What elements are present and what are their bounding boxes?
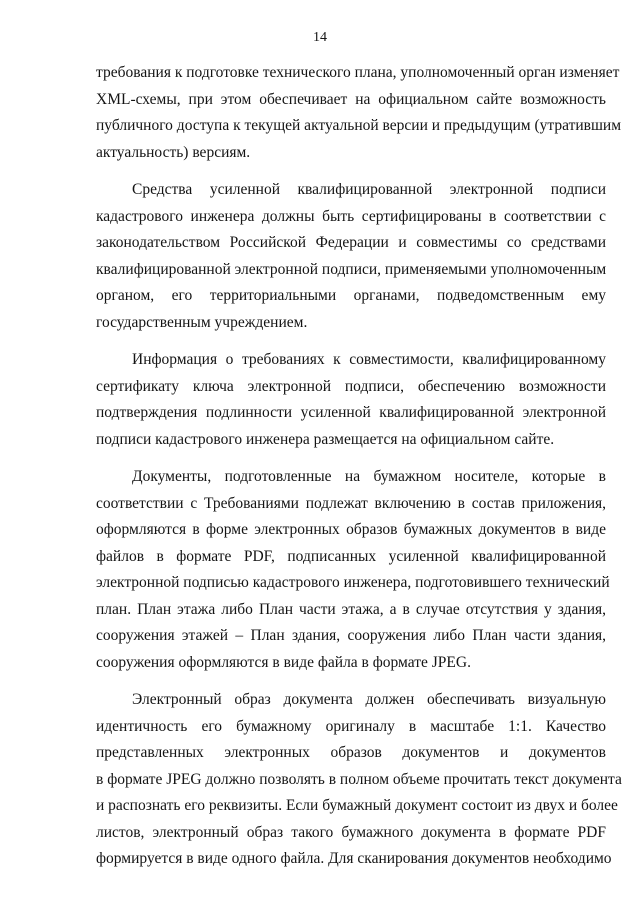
text-line: законодательством Российской Федерации и совместимы со средствами — [96, 234, 606, 251]
paragraph — [96, 177, 606, 336]
text-line: в формате JPEG должно позволять в полном объеме прочитать текст документа — [96, 770, 622, 788]
text-line: Средства усиленной квалифицированной электронной подписи — [132, 181, 606, 198]
text-line: подтверждения подлинности усиленной квалифицированной электронной — [96, 404, 606, 421]
text-line: кадастрового инженера должны быть сертифицированы в соответствии с — [96, 207, 606, 225]
text-line: план. План этажа либо План части этажа, а в случае отсутствия у здания, — [96, 600, 606, 618]
text-line: сертификату ключа электронной подписи, обеспечению возможности — [96, 377, 606, 395]
text-line: сооружения оформляются в виде файла в формате JPEG. — [96, 653, 471, 671]
text-line: Информация о требованиях к совместимости, квалифицированному — [132, 351, 606, 368]
document-body — [96, 60, 622, 884]
text-line: Электронный образ документа должен обеспечивать визуальную — [132, 691, 606, 708]
text-line: представленных электронных образов документов и документов — [96, 744, 606, 761]
paragraph — [96, 347, 606, 453]
paragraph — [96, 687, 622, 873]
text-line: Документы, подготовленные на бумажном носителе, которые в — [132, 468, 606, 485]
text-line: подписи кадастрового инженера размещается на официальном сайте. — [96, 430, 555, 448]
text-line: сооружения этажей – План здания, сооружения либо План части здания, — [96, 627, 606, 644]
text-line: соответствии с Требованиями подлежат включению в состав приложения, — [96, 494, 606, 512]
text-line: государственным учреждением. — [96, 313, 308, 331]
text-line: идентичность его бумажному оригиналу в масштабе 1:1. Качество — [96, 717, 606, 735]
text-line: файлов в формате PDF, подписанных усиленной квалифицированной — [96, 547, 606, 565]
text-line: электронной подписью кадастрового инженера, подготовившего технический — [96, 574, 610, 591]
paragraph — [96, 464, 610, 676]
text-line: формируется в виде одного файла. Для сканирования документов необходимо — [96, 850, 612, 867]
text-line: и распознать его реквизиты. Если бумажный документ состоит из двух и более — [96, 797, 618, 814]
text-line: XML-схемы, при этом обеспечивает на официальном сайте возможность — [96, 90, 606, 108]
text-line: публичного доступа к текущей актуальной версии и предыдущим (утратившим — [96, 117, 622, 134]
text-line: квалифицированной электронной подписи, применяемыми уполномоченным — [96, 260, 607, 278]
text-line: требования к подготовке технического плана, уполномоченный орган изменяет — [96, 64, 620, 81]
text-line: органом, его территориальными органами, подведомственным ему — [96, 287, 606, 304]
text-line: актуальность) версиям. — [96, 143, 251, 161]
text-line: листов, электронный образ такого бумажного документа в формате PDF — [96, 823, 606, 841]
paragraph — [96, 60, 622, 166]
text-line: оформляются в форме электронных образов бумажных документов в виде — [96, 521, 606, 538]
page-number: 14 — [313, 30, 327, 45]
